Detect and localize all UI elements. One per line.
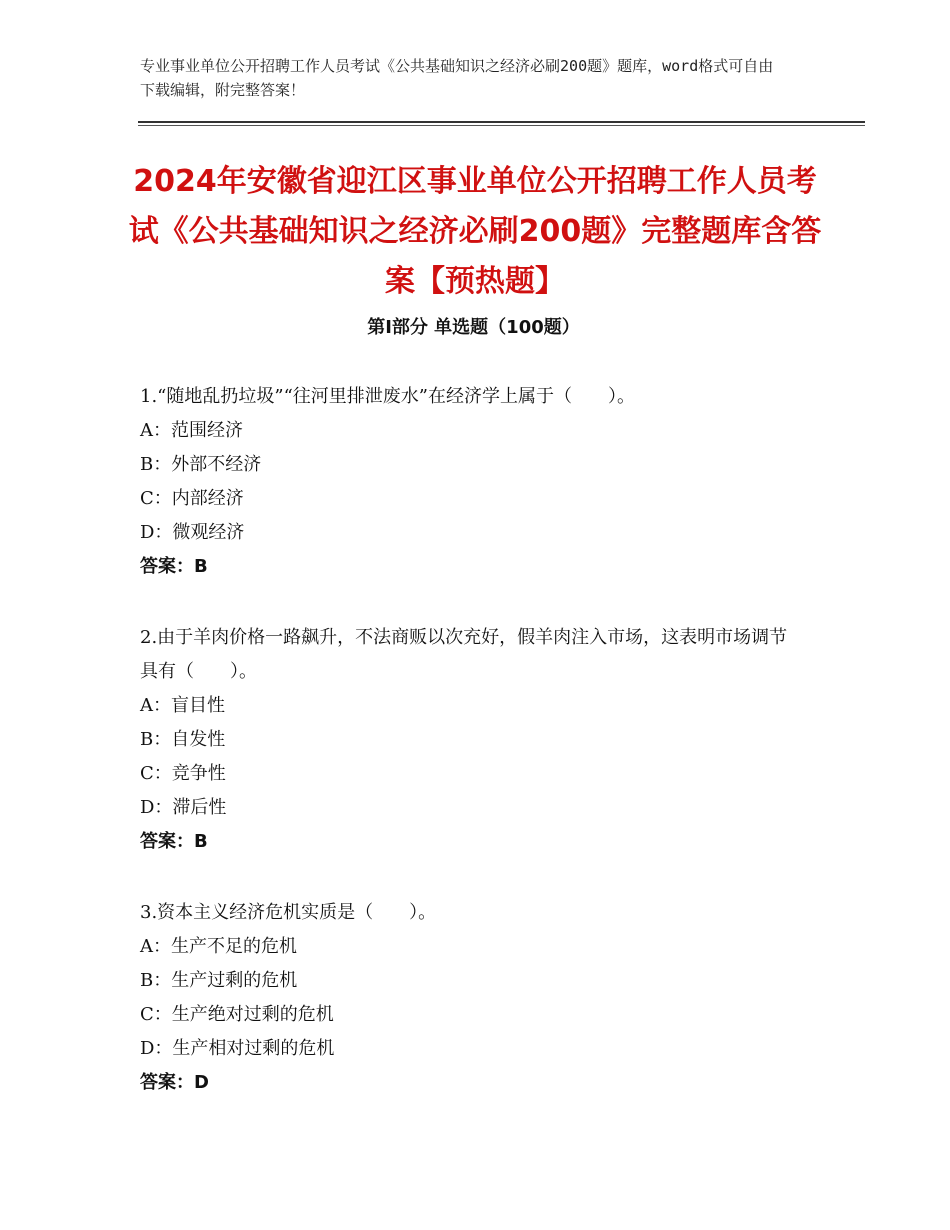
header-divider-thin xyxy=(138,125,865,126)
question-stem: 3.资本主义经济危机实质是（ ）。 xyxy=(140,902,437,923)
question-1 xyxy=(140,380,800,584)
option-a: A：盲目性 xyxy=(140,695,225,716)
answer-line: 答案：B xyxy=(140,556,208,577)
option-d: D：滞后性 xyxy=(140,797,227,818)
header-divider-thick xyxy=(138,121,865,123)
question-stem: 1.“随地乱扔垃圾”“往河里排泄废水”在经济学上属于（ ）。 xyxy=(140,386,635,407)
section-heading: 第Ⅰ部分 单选题（100题） xyxy=(367,317,580,338)
option-d: D：生产相对过剩的危机 xyxy=(140,1038,335,1059)
document-title: 2024年安徽省迎江区事业单位公开招聘工作人员考试《公共基础知识之经济必刷200题》完整题库含答案【预热题】 xyxy=(128,164,822,299)
question-2 xyxy=(140,621,800,859)
option-b: B：自发性 xyxy=(140,729,226,750)
option-a: A：范围经济 xyxy=(140,420,243,441)
answer-line: 答案：D xyxy=(140,1072,209,1093)
option-b: B：生产过剩的危机 xyxy=(140,970,298,991)
header-note: 专业事业单位公开招聘工作人员考试《公共基础知识之经济必刷200题》题库，word格式可自由下载编辑，附完整答案！ xyxy=(140,57,774,99)
option-d: D：微观经济 xyxy=(140,522,245,543)
option-b: B：外部不经济 xyxy=(140,454,262,475)
option-c: C：竞争性 xyxy=(140,763,226,784)
question-list xyxy=(140,380,800,1137)
question-3 xyxy=(140,896,800,1100)
option-c: C：生产绝对过剩的危机 xyxy=(140,1004,334,1025)
option-c: C：内部经济 xyxy=(140,488,244,509)
answer-line: 答案：B xyxy=(140,831,208,852)
option-a: A：生产不足的危机 xyxy=(140,936,297,957)
question-stem: 2.由于羊肉价格一路飙升，不法商贩以次充好，假羊肉注入市场，这表明市场调节具有（ ）。 xyxy=(140,627,788,682)
